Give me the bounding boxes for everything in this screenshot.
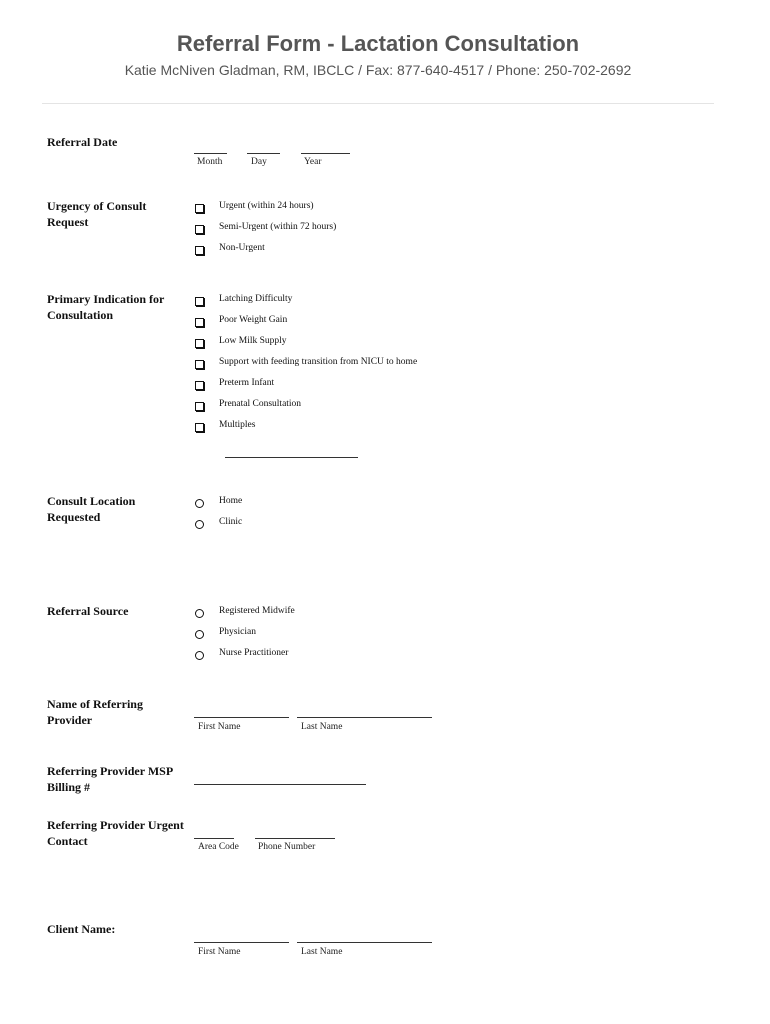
client-first-name-caption: First Name (198, 947, 241, 957)
client-name-label: Client Name: (47, 922, 116, 936)
phone-number-caption: Phone Number (258, 842, 316, 852)
contact-label: Referring Provider Urgent Contact (47, 818, 184, 848)
client-first-name-field[interactable] (194, 942, 289, 943)
provider-last-name-caption: Last Name (301, 722, 343, 732)
checkbox[interactable] (195, 225, 204, 234)
header-divider (42, 103, 714, 104)
checkbox[interactable] (195, 423, 204, 432)
msp-label: Referring Provider MSP Billing # (47, 764, 173, 794)
day-field[interactable] (247, 153, 280, 154)
form-subtitle: Katie McNiven Gladman, RM, IBCLC / Fax: 877-640-4517 / Phone: 250-702-2692 (124, 62, 632, 78)
referral-date-label: Referral Date (47, 135, 118, 149)
checkbox[interactable] (195, 297, 204, 306)
radio[interactable] (195, 609, 204, 618)
checkbox[interactable] (195, 360, 204, 369)
provider-name-label: Name of Referring Provider (47, 697, 143, 727)
msp-field[interactable] (194, 784, 366, 785)
radio[interactable] (195, 499, 204, 508)
month-caption: Month (197, 157, 223, 167)
year-field[interactable] (301, 153, 350, 154)
checkbox[interactable] (195, 381, 204, 390)
year-caption: Year (304, 157, 322, 167)
source-label: Referral Source (47, 604, 129, 618)
checkbox[interactable] (195, 318, 204, 327)
client-last-name-caption: Last Name (301, 947, 343, 957)
area-code-caption: Area Code (198, 842, 239, 852)
checkbox[interactable] (195, 246, 204, 255)
day-caption: Day (251, 157, 267, 167)
indication-other-field[interactable] (225, 457, 358, 458)
radio[interactable] (195, 651, 204, 660)
client-last-name-field[interactable] (297, 942, 432, 943)
radio[interactable] (195, 520, 204, 529)
area-code-field[interactable] (194, 838, 234, 839)
radio[interactable] (195, 630, 204, 639)
checkbox[interactable] (195, 339, 204, 348)
checkbox[interactable] (195, 204, 204, 213)
provider-first-name-caption: First Name (198, 722, 241, 732)
provider-first-name-field[interactable] (194, 717, 289, 718)
indication-label: Primary Indication for Consultation (47, 292, 165, 322)
urgency-label: Urgency of Consult Request (47, 199, 147, 229)
location-label: Consult Location Requested (47, 494, 136, 524)
phone-number-field[interactable] (255, 838, 335, 839)
form-title: Referral Form - Lactation Consultation (176, 31, 580, 56)
checkbox[interactable] (195, 402, 204, 411)
provider-last-name-field[interactable] (297, 717, 432, 718)
month-field[interactable] (194, 153, 227, 154)
